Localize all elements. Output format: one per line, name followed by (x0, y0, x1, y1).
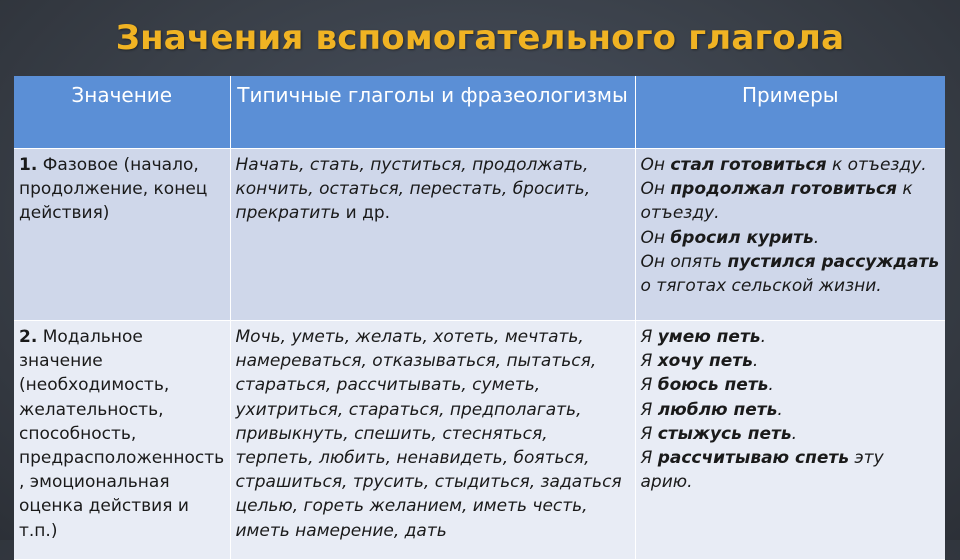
example-sentence: Я стыжусь петь. (640, 423, 798, 444)
header-typical-verbs: Типичные глаголы и фразеологизмы (230, 76, 635, 149)
example-sentence: Я рассчитываю спеть эту арию. (640, 448, 884, 493)
table-row-modal (14, 321, 945, 560)
auxiliary-verb-meanings-table (14, 76, 945, 560)
example-sentence: Я люблю петь. (640, 399, 783, 420)
meaning-number: 2. (19, 327, 38, 347)
example-sentence: Он бросил курить. (640, 227, 820, 248)
meaning-cell (14, 321, 230, 560)
verbs-cell (230, 321, 635, 560)
table-row-phasal (14, 149, 945, 321)
slide-title: Значения вспомогательного глагола (115, 18, 845, 58)
verbs-text: Мочь, уметь, желать, хотеть, мечтать, намереваться, отказываться, пытаться, стараться, рассчитывать, суметь, ухитриться, стараться, предполагать, привыкнуть, спешить, стесняться, терпеть, любить, ненавидеть, бояться, страшиться, трусить, стыдиться, задаться целью, гореть желанием, иметь честь, иметь намерение, дать (235, 327, 622, 541)
verbs-text: Начать, стать, пуститься, продолжать, кончить, остаться, перестать, бросить, прекратить (235, 155, 591, 224)
example-sentence: Я умею петь. (640, 327, 766, 347)
example-sentence: Я хочу петь. (640, 351, 759, 372)
meaning-text: Фазовое (начало, продолжение, конец действия) (19, 155, 208, 224)
meaning-cell (14, 149, 230, 321)
example-sentence: Он продолжал готовиться к отъезду. (640, 179, 913, 224)
examples-cell (635, 321, 945, 560)
meaning-text: Модальное значение (необходимость, желательность, способность, предрасположенность, эмоциональная оценка действия и т.п.) (19, 327, 225, 541)
verbs-cell (230, 149, 635, 321)
examples-cell (635, 149, 945, 321)
meaning-number: 1. (19, 155, 38, 175)
header-examples: Примеры (635, 76, 945, 149)
table-header-row (14, 76, 945, 149)
verbs-tail: и др. (340, 203, 391, 224)
example-sentence: Я боюсь петь. (640, 375, 774, 396)
example-sentence: Он стал готовиться к отъезду. (640, 155, 927, 175)
example-sentence: Он опять пустился рассуждать о тяготах сельской жизни. (640, 251, 940, 297)
header-meaning: Значение (14, 76, 230, 149)
